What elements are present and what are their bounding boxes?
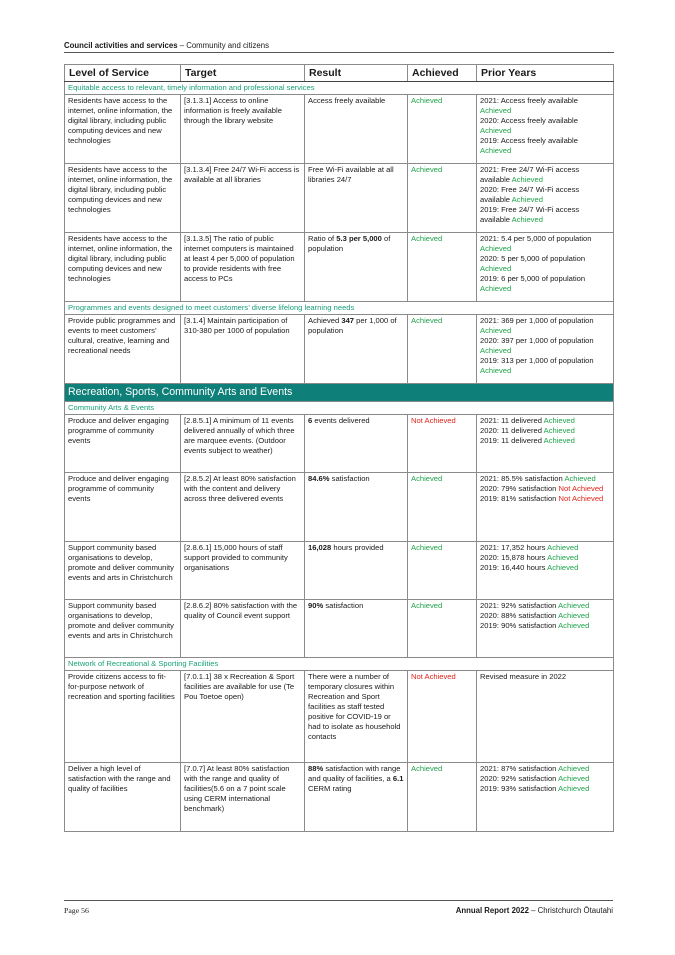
result-text: 6.1 (392, 774, 404, 783)
prior-year-line (480, 784, 610, 794)
prior-year-text: 2019: 313 per 1,000 of population (480, 356, 594, 365)
prior-year-status: Achieved (480, 106, 512, 115)
col-achieved: Achieved (408, 65, 477, 82)
prior-year-status: Achieved (558, 774, 590, 783)
section-row-equitable (65, 82, 614, 95)
cell-level-of-service: Produce and deliver engaging programme of community events (65, 415, 181, 473)
result-text: 90% (308, 601, 324, 610)
cell-target: [2.8.5.1] A minimum of 11 events delivered annually of which three are marquee events. (Outdoor events subject to weather) (181, 415, 305, 473)
prior-year-text: 2021: 92% satisfaction (480, 601, 559, 610)
result-text: CERM rating (308, 784, 352, 793)
cell-achieved (408, 315, 477, 384)
prior-year-status: Not Achieved (558, 494, 604, 503)
section-row-programmes (65, 302, 614, 315)
prior-year-status: Achieved (547, 553, 579, 562)
achieved-status: Achieved (411, 165, 443, 174)
prior-year-status: Achieved (564, 474, 596, 483)
table-row (65, 473, 614, 542)
cell-result (305, 233, 408, 302)
prior-year-line (480, 426, 610, 436)
prior-year-line (480, 316, 610, 336)
prior-year-text: 2019: 90% satisfaction (480, 621, 559, 630)
prior-year-line (480, 543, 610, 553)
table-row (65, 315, 614, 384)
prior-year-status: Achieved (543, 436, 575, 445)
cell-prior-years (477, 473, 614, 542)
prior-year-status: Achieved (480, 284, 512, 293)
cell-level-of-service: Provide public programmes and events to meet customers’ cultural, creative, learning and recreational needs (65, 315, 181, 384)
prior-year-line (480, 474, 610, 484)
cell-level-of-service: Provide citizens access to fit-for-purpose network of recreation and sporting facilities (65, 671, 181, 763)
cell-prior-years (477, 164, 614, 233)
result-text: 88% (308, 764, 324, 773)
footer-report (456, 906, 613, 915)
cell-achieved (408, 233, 477, 302)
result-text: 84.6% (308, 474, 330, 483)
prior-year-status: Achieved (480, 146, 512, 155)
result-text: of population (308, 234, 391, 253)
table-row (65, 95, 614, 164)
prior-year-status: Achieved (511, 175, 543, 184)
table-row (65, 233, 614, 302)
col-level-of-service: Level of Service (65, 65, 181, 82)
cell-result (305, 542, 408, 600)
footer-org: Christchurch Ōtautahi (537, 906, 613, 915)
section-title: Programmes and events designed to meet customers’ diverse lifelong learning needs (65, 302, 614, 315)
prior-year-text: 2021: 87% satisfaction (480, 764, 559, 773)
achieved-status: Achieved (411, 543, 443, 552)
prior-year-status: Achieved (558, 621, 590, 630)
prior-year-line (480, 672, 610, 682)
table-row (65, 164, 614, 233)
prior-year-line (480, 416, 610, 426)
achieved-status: Achieved (411, 234, 443, 243)
cell-level-of-service: Support community based organisations to develop, promote and deliver community events and arts in Christchurch (65, 600, 181, 658)
result-text: satisfaction (329, 474, 370, 483)
cell-result (305, 671, 408, 763)
prior-year-text: 2020: 11 delivered (480, 426, 544, 435)
prior-year-text: 2020: Free 24/7 Wi-Fi access available (480, 185, 580, 204)
cell-result (305, 473, 408, 542)
prior-year-line (480, 563, 610, 573)
cell-target: [3.1.3.1] Access to online information is freely available through the library website (181, 95, 305, 164)
prior-year-line (480, 611, 610, 621)
prior-year-line (480, 621, 610, 631)
prior-year-text: 2020: 15,878 hours (480, 553, 548, 562)
result-text: Ratio of (308, 234, 337, 243)
cell-achieved (408, 671, 477, 763)
prior-year-line (480, 96, 610, 116)
section-title: Community Arts & Events (65, 402, 614, 415)
cell-level-of-service: Produce and deliver engaging programme of community events (65, 473, 181, 542)
result-text: events delivered (312, 416, 370, 425)
col-target: Target (181, 65, 305, 82)
prior-year-line (480, 274, 610, 294)
cell-level-of-service: Residents have access to the internet, online information, the digital library, including public computing devices and new technologies (65, 95, 181, 164)
section-title: Network of Recreational & Sporting Facilities (65, 658, 614, 671)
achieved-status: Not Achieved (411, 416, 456, 425)
cell-target: [3.1.3.4] Free 24/7 Wi-Fi access is available at all libraries (181, 164, 305, 233)
prior-year-status: Achieved (480, 264, 512, 273)
result-text: 5.3 per 5,000 (336, 234, 382, 243)
cell-result (305, 763, 408, 832)
cell-achieved (408, 415, 477, 473)
prior-year-status: Achieved (558, 601, 590, 610)
prior-year-text: 2019: 11 delivered (480, 436, 544, 445)
achieved-status: Not Achieved (411, 672, 456, 681)
prior-year-line (480, 234, 610, 254)
prior-year-status: Achieved (480, 326, 512, 335)
prior-year-text: 2019: 16,440 hours (480, 563, 548, 572)
result-text: There were a number of temporary closures within Recreation and Sport facilities as staff tested positive for COVID-19 or had to isolate as household contacts (308, 672, 401, 741)
cell-prior-years (477, 542, 614, 600)
prior-year-text: 2021: 5.4 per 5,000 of population (480, 234, 592, 243)
cell-prior-years (477, 95, 614, 164)
prior-year-status: Not Achieved (558, 484, 604, 493)
prior-year-text: 2020: 5 per 5,000 of population (480, 254, 586, 263)
prior-year-status: Achieved (543, 426, 575, 435)
prior-year-status: Achieved (480, 366, 512, 375)
prior-year-text: 2019: Free 24/7 Wi-Fi access available (480, 205, 580, 224)
prior-year-line (480, 553, 610, 563)
cell-achieved (408, 542, 477, 600)
header-separator: – (177, 41, 187, 50)
cell-achieved (408, 600, 477, 658)
prior-year-text: 2020: Access freely available (480, 116, 578, 125)
prior-year-line (480, 774, 610, 784)
cell-level-of-service: Residents have access to the internet, online information, the digital library, including public computing devices and new technologies (65, 233, 181, 302)
result-text: Achieved (308, 316, 342, 325)
footer-separator: – (528, 906, 538, 915)
band-title: Recreation, Sports, Community Arts and Events (65, 384, 614, 402)
prior-year-text: 2019: Access freely available (480, 136, 578, 145)
prior-year-text: 2020: 397 per 1,000 of population (480, 336, 594, 345)
prior-year-line (480, 205, 610, 225)
prior-year-status: Achieved (543, 416, 575, 425)
prior-year-status: Achieved (558, 611, 590, 620)
cell-target: [3.1.3.5] The ratio of public internet computers is maintained at least 4 per 5,000 of population to provide residents with free access to PCs (181, 233, 305, 302)
prior-year-status: Achieved (558, 764, 590, 773)
cell-result (305, 600, 408, 658)
cell-target: [3.1.4] Maintain participation of 310-380 per 1000 of population (181, 315, 305, 384)
prior-year-status: Achieved (480, 244, 512, 253)
achieved-status: Achieved (411, 316, 443, 325)
prior-year-text: 2020: 92% satisfaction (480, 774, 559, 783)
prior-year-line (480, 601, 610, 611)
cell-prior-years (477, 233, 614, 302)
table-header-row (65, 65, 614, 82)
prior-year-line (480, 494, 610, 504)
cell-achieved (408, 164, 477, 233)
result-text: 347 (341, 316, 355, 325)
header-rule (64, 52, 614, 53)
result-text: Free Wi-Fi available at all libraries 24/7 (308, 165, 394, 184)
prior-year-text: 2020: 88% satisfaction (480, 611, 559, 620)
cell-level-of-service: Residents have access to the internet, online information, the digital library, including public computing devices and new technologies (65, 164, 181, 233)
section-title: Equitable access to relevant, timely information and professional services (65, 82, 614, 95)
prior-year-line (480, 484, 610, 494)
prior-year-status: Achieved (547, 563, 579, 572)
prior-year-line (480, 254, 610, 274)
prior-year-text: 2021: 11 delivered (480, 416, 544, 425)
table-row (65, 415, 614, 473)
cell-target: [7.0.7] At least 80% satisfaction with the range and quality of facilities(5.6 on a 7 point scale using CERM international benchmark) (181, 763, 305, 832)
prior-year-line (480, 165, 610, 185)
result-text: 6 (308, 416, 313, 425)
cell-target: [2.8.6.2] 80% satisfaction with the quality of Council event support (181, 600, 305, 658)
prior-year-text: 2019: 6 per 5,000 of population (480, 274, 586, 283)
prior-year-status: Achieved (511, 195, 543, 204)
result-text: hours provided (331, 543, 384, 552)
prior-year-status: Achieved (547, 543, 579, 552)
result-text: Access freely available (308, 96, 386, 105)
prior-year-status: Achieved (480, 346, 512, 355)
prior-year-text: 2021: 85.5% satisfaction (480, 474, 565, 483)
page-number: Page 56 (64, 906, 89, 915)
prior-year-text: 2021: 17,352 hours (480, 543, 548, 552)
cell-prior-years (477, 671, 614, 763)
result-text: satisfaction (323, 601, 364, 610)
prior-year-text: 2021: Access freely available (480, 96, 578, 105)
cell-level-of-service: Deliver a high level of satisfaction with the range and quality of facilities (65, 763, 181, 832)
result-text: 16,028 (308, 543, 332, 552)
cell-achieved (408, 763, 477, 832)
col-prior-years: Prior Years (477, 65, 614, 82)
cell-level-of-service: Support community based organisations to develop, promote and deliver community events and arts in Christchurch (65, 542, 181, 600)
cell-prior-years (477, 600, 614, 658)
band-row-recreation (65, 384, 614, 402)
footer-report-title: Annual Report 2022 (455, 906, 529, 915)
cell-achieved (408, 473, 477, 542)
prior-year-line (480, 436, 610, 446)
col-result: Result (305, 65, 408, 82)
prior-year-text: 2021: 369 per 1,000 of population (480, 316, 594, 325)
prior-year-text: 2019: 93% satisfaction (480, 784, 559, 793)
achieved-status: Achieved (411, 601, 443, 610)
prior-year-line (480, 356, 610, 376)
section-row-community-arts (65, 402, 614, 415)
cell-prior-years (477, 415, 614, 473)
achieved-status: Achieved (411, 96, 443, 105)
prior-year-text: Revised measure in 2022 (480, 672, 567, 681)
cell-target: [7.0.1.1] 38 x Recreation & Sport facilities are available for use (Te Pou Toetoe open) (181, 671, 305, 763)
table-row (65, 542, 614, 600)
achieved-status: Achieved (411, 764, 443, 773)
achieved-status: Achieved (411, 474, 443, 483)
result-text: per 1,000 of population (308, 316, 397, 335)
prior-year-line (480, 336, 610, 356)
prior-year-line (480, 764, 610, 774)
header-section: Council activities and services (64, 41, 178, 50)
cell-result (305, 164, 408, 233)
footer-rule (64, 900, 613, 901)
prior-year-text: 2021: Free 24/7 Wi-Fi access available (480, 165, 580, 184)
prior-year-line (480, 116, 610, 136)
table-row (65, 763, 614, 832)
table-row (65, 600, 614, 658)
cell-target: [2.8.6.1] 15,000 hours of staff support provided to community organisations (181, 542, 305, 600)
section-row-network (65, 658, 614, 671)
cell-result (305, 95, 408, 164)
prior-year-status: Achieved (480, 126, 512, 135)
prior-year-line (480, 185, 610, 205)
cell-prior-years (477, 763, 614, 832)
prior-year-text: 2019: 81% satisfaction (480, 494, 559, 503)
cell-prior-years (477, 315, 614, 384)
cell-target: [2.8.5.2] At least 80% satisfaction with the content and delivery across three delivered events (181, 473, 305, 542)
cell-achieved (408, 95, 477, 164)
prior-year-line (480, 136, 610, 156)
page-header (64, 41, 614, 50)
prior-year-status: Achieved (511, 215, 543, 224)
level-of-service-table (64, 64, 614, 832)
result-text: satisfaction with range and quality of facilities, a (308, 764, 401, 783)
header-subsection: Community and citizens (186, 41, 269, 50)
prior-year-status: Achieved (558, 784, 590, 793)
cell-result (305, 415, 408, 473)
table-row (65, 671, 614, 763)
prior-year-text: 2020: 79% satisfaction (480, 484, 559, 493)
cell-result (305, 315, 408, 384)
